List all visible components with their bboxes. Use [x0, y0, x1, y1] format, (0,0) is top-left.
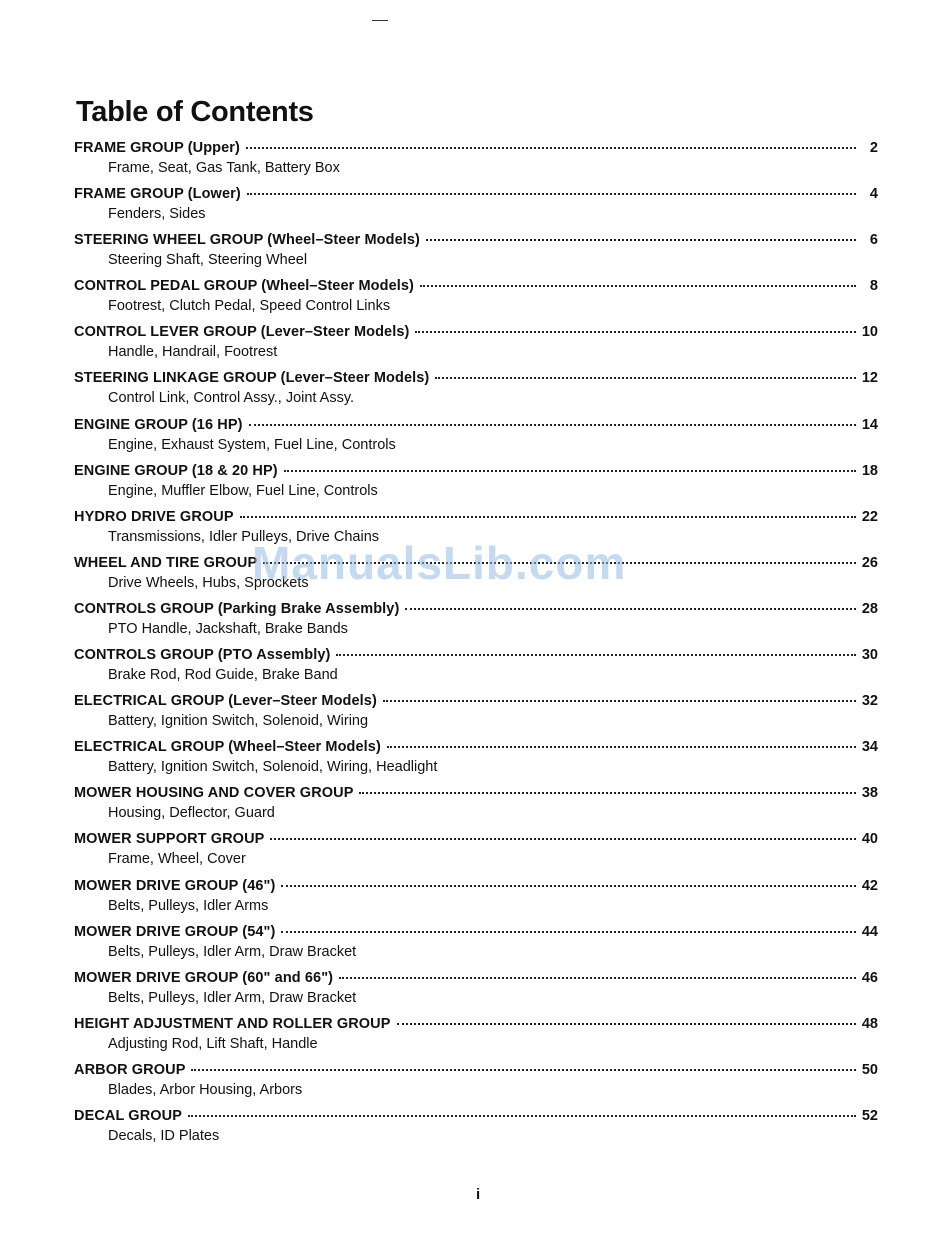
toc-entry-subtitle: Drive Wheels, Hubs, Sprockets: [108, 574, 309, 591]
toc-entry[interactable]: [74, 414, 878, 460]
toc-entry-page-number: 18: [861, 462, 878, 479]
toc-entry-line: [74, 183, 878, 205]
toc-entry-title: HYDRO DRIVE GROUP: [74, 508, 234, 525]
toc-entry-page-number: 34: [861, 739, 878, 756]
toc-entry-page-number: 50: [861, 1061, 878, 1078]
toc-entry-title: DECAL GROUP: [74, 1107, 182, 1124]
toc-entry-title: WHEEL AND TIRE GROUP: [74, 554, 258, 571]
toc-entry-subtitle: Frame, Seat, Gas Tank, Battery Box: [108, 160, 340, 176]
toc-entry-subtitle: Handle, Handrail, Footrest: [108, 344, 278, 361]
toc-entry-line: [74, 1013, 878, 1035]
toc-entry-subtitle: Blades, Arbor Housing, Arbors: [108, 1081, 303, 1098]
toc-entry[interactable]: [74, 367, 878, 413]
toc-entry[interactable]: [74, 736, 878, 782]
toc-entry-title: ELECTRICAL GROUP (Lever–Steer Models): [74, 693, 377, 710]
toc-entry[interactable]: [74, 552, 878, 598]
toc-entry-line: [74, 137, 878, 159]
toc-entry-page-number: 8: [869, 278, 878, 295]
toc-entry[interactable]: [74, 275, 878, 321]
toc-entry-title: ARBOR GROUP: [74, 1061, 186, 1078]
toc-entry-subtitle: Steering Shaft, Steering Wheel: [108, 252, 308, 269]
toc-entry-page-number: 2: [869, 140, 878, 156]
toc-entry-subtitle: Fenders, Sides: [108, 206, 206, 223]
table-of-contents: [74, 137, 878, 1151]
dot-leader: [246, 147, 856, 149]
dot-leader: [426, 239, 856, 241]
toc-entry-line: [74, 1105, 878, 1127]
toc-entry-line: [74, 967, 878, 989]
toc-entry-page-number: 28: [861, 600, 878, 617]
toc-entry-title: ENGINE GROUP (18 & 20 HP): [74, 462, 278, 479]
dot-leader: [336, 654, 855, 656]
toc-entry-page-number: 14: [861, 416, 878, 433]
toc-entry-title: CONTROLS GROUP (Parking Brake Assembly): [74, 600, 400, 617]
toc-entry[interactable]: [74, 137, 878, 183]
toc-entry-title: CONTROLS GROUP (PTO Assembly): [74, 647, 331, 664]
toc-entry-page-number: 48: [861, 1015, 878, 1032]
dot-leader: [249, 424, 856, 426]
toc-entry[interactable]: [74, 321, 878, 367]
toc-entry-line: [74, 414, 878, 436]
toc-entry-title: ELECTRICAL GROUP (Wheel–Steer Models): [74, 739, 381, 756]
toc-entry-title: HEIGHT ADJUSTMENT AND ROLLER GROUP: [74, 1015, 391, 1032]
toc-entry-title: MOWER DRIVE GROUP (60" and 66"): [74, 969, 334, 986]
toc-entry[interactable]: [74, 828, 878, 874]
toc-entry-line: [74, 321, 878, 343]
dot-leader: [263, 562, 856, 564]
toc-entry-line: [74, 367, 878, 389]
toc-entry-subtitle: Belts, Pulleys, Idler Arm, Draw Bracket: [108, 943, 357, 960]
toc-entry-line: [74, 552, 878, 574]
toc-entry[interactable]: [74, 1013, 878, 1059]
toc-entry-subtitle: PTO Handle, Jackshaft, Brake Bands: [108, 620, 348, 637]
dot-leader: [420, 285, 856, 287]
toc-entry[interactable]: [74, 1105, 878, 1151]
toc-entry-title: STEERING LINKAGE GROUP (Lever–Steer Models): [74, 370, 430, 387]
toc-entry-subtitle: Engine, Exhaust System, Fuel Line, Controls: [108, 436, 396, 453]
dot-leader: [240, 516, 856, 518]
toc-entry-page-number: 12: [861, 370, 878, 387]
dot-leader: [188, 1115, 856, 1117]
toc-entry-page-number: 40: [861, 831, 878, 848]
toc-entry[interactable]: [74, 967, 878, 1013]
dot-leader: [284, 470, 856, 472]
toc-entry-title: MOWER DRIVE GROUP (54"): [74, 923, 276, 940]
toc-entry-line: [74, 921, 878, 943]
dot-leader: [191, 1069, 855, 1071]
toc-entry-line: [74, 460, 878, 482]
toc-entry[interactable]: [74, 690, 878, 736]
toc-entry-title: MOWER SUPPORT GROUP: [74, 831, 265, 848]
dot-leader: [359, 792, 855, 794]
toc-entry[interactable]: [74, 460, 878, 506]
toc-entry-subtitle: Transmissions, Idler Pulleys, Drive Chains: [108, 528, 380, 545]
toc-entry-line: [74, 1059, 878, 1081]
toc-entry[interactable]: [74, 1059, 878, 1105]
toc-entry-subtitle: Belts, Pulleys, Idler Arm, Draw Bracket: [108, 989, 357, 1006]
scan-artifact: [372, 20, 388, 21]
toc-entry-subtitle: Battery, Ignition Switch, Solenoid, Wiring, Headlight: [108, 759, 438, 776]
toc-entry-title: ENGINE GROUP (16 HP): [74, 416, 243, 433]
toc-entry-page-number: 44: [861, 923, 878, 940]
toc-entry-line: [74, 229, 878, 251]
toc-entry-page-number: 30: [861, 647, 878, 664]
page-title: Table of Contents: [76, 96, 314, 128]
dot-leader: [405, 608, 855, 610]
toc-entry-page-number: 26: [861, 554, 878, 571]
toc-entry[interactable]: [74, 598, 878, 644]
toc-entry-subtitle: Frame, Wheel, Cover: [108, 851, 246, 868]
toc-entry[interactable]: [74, 229, 878, 275]
toc-entry-title: CONTROL PEDAL GROUP (Wheel–Steer Models): [74, 278, 414, 295]
toc-entry-page-number: 10: [861, 324, 878, 341]
toc-entry-subtitle: Housing, Deflector, Guard: [108, 805, 275, 822]
toc-entry-line: [74, 828, 878, 850]
watermark: ManualsLib.com: [252, 537, 627, 589]
toc-entry-page-number: 22: [861, 508, 878, 525]
dot-leader: [281, 885, 855, 887]
toc-entry-page-number: 42: [861, 877, 878, 894]
toc-entry-title: MOWER HOUSING AND COVER GROUP: [74, 785, 354, 802]
toc-entry-subtitle: Belts, Pulleys, Idler Arms: [108, 897, 269, 914]
toc-entry[interactable]: [74, 921, 878, 967]
toc-entry-line: [74, 598, 878, 620]
toc-entry-line: [74, 736, 878, 758]
toc-entry-page-number: 32: [861, 693, 878, 710]
dot-leader: [247, 193, 856, 195]
toc-entry[interactable]: [74, 644, 878, 690]
toc-entry-title: STEERING WHEEL GROUP (Wheel–Steer Models): [74, 232, 420, 249]
dot-leader: [415, 331, 855, 333]
toc-entry-line: [74, 506, 878, 528]
toc-entry[interactable]: [74, 183, 878, 229]
toc-entry-line: [74, 644, 878, 666]
dot-leader: [383, 700, 856, 702]
toc-entry-subtitle: Battery, Ignition Switch, Solenoid, Wiring: [108, 713, 369, 730]
toc-entry-subtitle: Brake Rod, Rod Guide, Brake Band: [108, 667, 338, 684]
toc-entry-line: [74, 875, 878, 897]
toc-entry-title: MOWER DRIVE GROUP (46"): [74, 877, 276, 894]
dot-leader: [435, 377, 856, 379]
toc-entry-subtitle: Engine, Muffler Elbow, Fuel Line, Controls: [108, 482, 378, 499]
toc-entry-line: [74, 275, 878, 297]
dot-leader: [281, 931, 855, 933]
toc-entry[interactable]: [74, 782, 878, 828]
toc-entry-title: CONTROL LEVER GROUP (Lever–Steer Models): [74, 324, 410, 341]
toc-entry-page-number: 38: [861, 785, 878, 802]
dot-leader: [339, 977, 856, 979]
toc-entry-page-number: 52: [861, 1107, 878, 1124]
toc-entry-line: [74, 690, 878, 712]
dot-leader: [270, 838, 855, 840]
toc-entry-subtitle: Footrest, Clutch Pedal, Speed Control Links: [108, 298, 391, 315]
toc-entry-page-number: 46: [861, 969, 878, 986]
toc-entry[interactable]: [74, 506, 878, 552]
toc-entry-line: [74, 782, 878, 804]
toc-entry-subtitle: Adjusting Rod, Lift Shaft, Handle: [108, 1035, 318, 1052]
dot-leader: [397, 1023, 856, 1025]
toc-entry-title: FRAME GROUP (Lower): [74, 186, 241, 203]
toc-entry[interactable]: [74, 875, 878, 921]
page-number: i: [476, 1186, 481, 1203]
toc-entry-page-number: 4: [869, 186, 878, 203]
toc-entry-subtitle: Decals, ID Plates: [108, 1127, 220, 1144]
toc-entry-subtitle: Control Link, Control Assy., Joint Assy.: [108, 390, 355, 407]
toc-entry-page-number: 6: [869, 232, 878, 249]
dot-leader: [387, 746, 856, 748]
toc-entry-title: FRAME GROUP (Upper): [74, 140, 240, 156]
